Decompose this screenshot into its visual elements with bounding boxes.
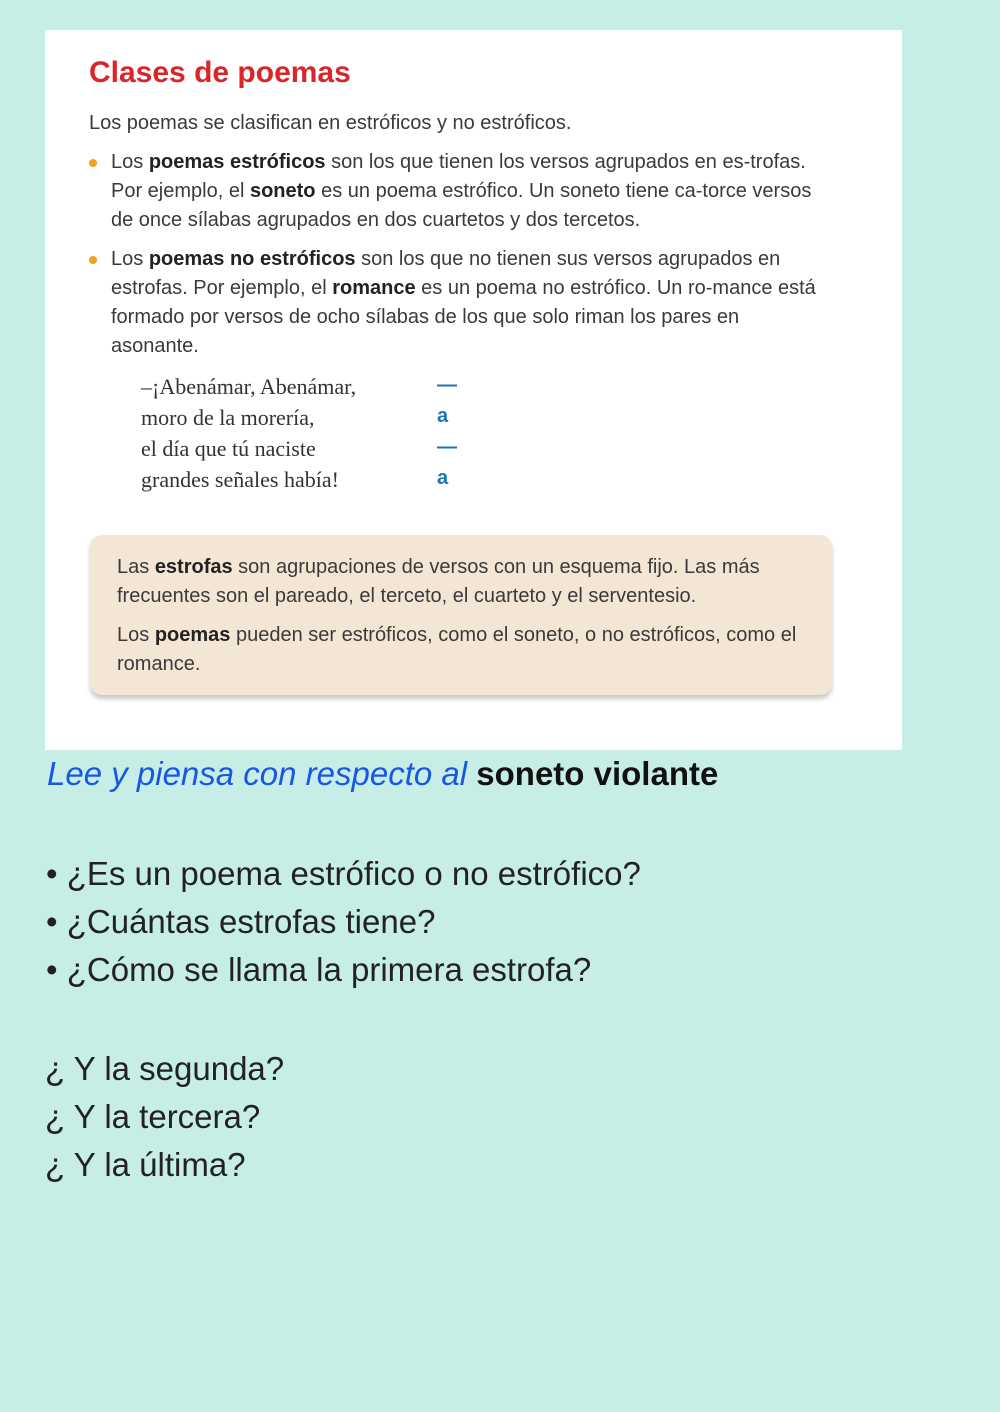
bullet-text-mid: son los que tienen los versos agrupados en es-trofas. Por ejemplo, el xyxy=(111,151,806,202)
question-item: • ¿Cómo se llama la primera estrofa? xyxy=(46,951,592,988)
bullet-dot-icon xyxy=(89,256,97,264)
followup-item: ¿ Y la tercera? xyxy=(45,1098,261,1135)
bullet-item-no-estroficos xyxy=(89,245,829,361)
poem-line xyxy=(141,405,481,436)
poem-verse: moro de la morería, xyxy=(141,405,315,430)
poem-line xyxy=(141,436,481,467)
bullet-example-term: soneto xyxy=(249,180,316,202)
bullet-text-post: es un poema estrófico. Un soneto tiene ca-torce versos de once sílabas agrupados en dos cuartetos y dos tercetos. xyxy=(111,180,812,231)
bullet-item-estroficos xyxy=(89,148,829,235)
bullet-dot-icon xyxy=(89,159,97,167)
bullet-text-post: es un poema no estrófico. Un ro-mance está formado por versos de ocho sílabas de los que solo riman los pares en asonante. xyxy=(111,277,816,357)
bullet-term: poemas no estróficos xyxy=(148,248,356,270)
rhyme-mark: a xyxy=(437,467,449,489)
question-item: • ¿Cuántas estrofas tiene? xyxy=(46,903,436,940)
summary-text: Los xyxy=(117,624,155,646)
rhyme-mark: — xyxy=(437,374,457,396)
bullet-text-pre: Los xyxy=(111,151,149,173)
summary-text: son agrupaciones de versos con un esquema fijo. Las más frecuentes son el pareado, el terceto, el cuarteto y el serventesio. xyxy=(117,556,760,607)
followup-list xyxy=(45,1045,284,1189)
bullet-term: poemas estróficos xyxy=(148,151,326,173)
poem-verse: el día que tú naciste xyxy=(141,436,316,461)
followup-item: ¿ Y la segunda? xyxy=(45,1050,285,1087)
romance-poem xyxy=(141,374,481,498)
summary-term: estrofas xyxy=(154,556,233,578)
bullet-text-mid: son los que no tienen sus versos agrupados en estrofas. Por ejemplo, el xyxy=(111,248,781,299)
summary-paragraph-estrofas xyxy=(117,553,807,611)
poem-line xyxy=(141,374,481,405)
poem-verse: –¡Abenámar, Abenámar, xyxy=(141,374,357,399)
card-title: Clases de poemas xyxy=(89,56,351,89)
bullet-example-term: romance xyxy=(332,277,416,299)
intro-text: Los poemas se clasifican en estróficos y no estróficos. xyxy=(89,112,572,134)
question-list xyxy=(46,850,641,994)
question-item: • ¿Es un poema estrófico o no estrófico? xyxy=(46,855,641,892)
textbook-card xyxy=(45,30,902,750)
followup-item: ¿ Y la última? xyxy=(45,1146,246,1183)
instruction-heading xyxy=(47,752,718,796)
rhyme-mark: a xyxy=(437,405,449,427)
summary-paragraph-poemas xyxy=(117,621,807,679)
instruction-bold: soneto violante xyxy=(476,755,719,792)
bullet-text-pre: Los xyxy=(111,248,149,270)
poem-verse: grandes señales había! xyxy=(141,467,339,492)
bullet-list xyxy=(89,148,829,371)
summary-text: pueden ser estróficos, como el soneto, o no estróficos, como el romance. xyxy=(117,624,797,675)
poem-line xyxy=(141,467,481,498)
summary-box xyxy=(90,535,832,695)
rhyme-mark: — xyxy=(437,436,457,458)
instruction-italic: Lee y piensa con respecto al xyxy=(47,755,477,792)
summary-term: poemas xyxy=(154,624,231,646)
summary-text: Las xyxy=(117,556,155,578)
